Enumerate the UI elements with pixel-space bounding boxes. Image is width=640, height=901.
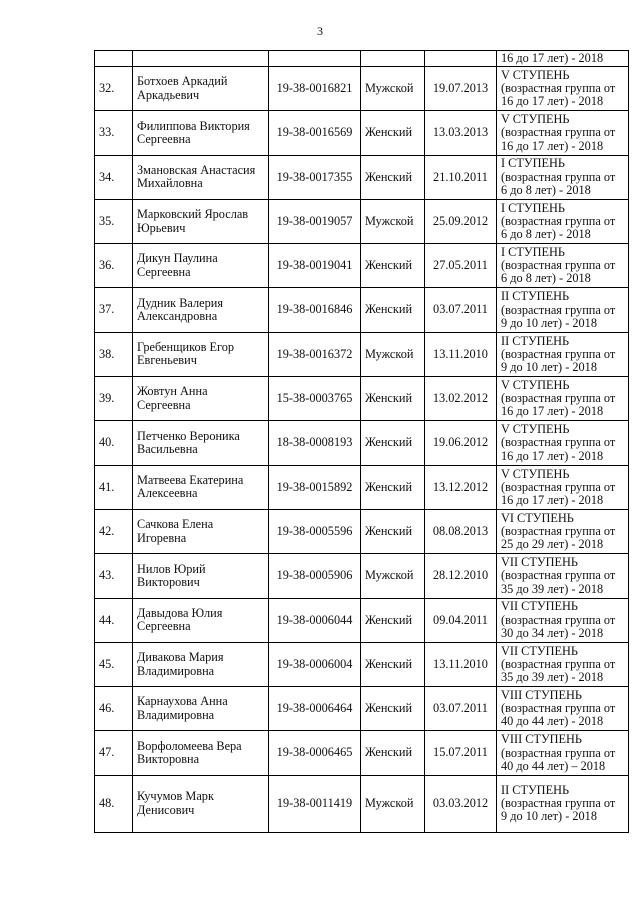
award-age-group: (возрастная группа от 6 до 8 лет) - 2018 [501,258,616,286]
award-age-group: (возрастная группа от 25 до 29 лет) - 2018 [501,524,616,552]
table-row [95,642,629,686]
date-cell: 13.02.2012 [425,377,497,421]
award-cell [497,332,629,376]
id-cell: 19-38-0015892 [269,465,361,509]
table-row [95,288,629,332]
id-cell: 19-38-0016821 [269,67,361,111]
award-age-group: (возрастная группа от 9 до 10 лет) - 2018 [501,346,616,375]
award-cell [497,509,629,553]
row-number-cell: 41. [95,465,133,509]
sex-cell: Мужской [361,199,425,243]
sex-cell: Женский [361,377,425,421]
id-cell: 19-38-0016372 [269,332,361,376]
row-number-cell: 43. [95,554,133,598]
date-cell: 13.11.2010 [425,642,497,686]
date-cell: 03.07.2011 [425,687,497,731]
id-cell: 19-38-0005596 [269,509,361,553]
name-cell: Дикун Паулина Сергеевна [133,244,269,288]
table-row [95,554,629,598]
table-row [95,111,629,155]
registry-table [94,50,629,833]
award-age-group: (возрастная группа от 30 до 34 лет) - 2018 [501,612,616,640]
table-row [95,332,629,376]
award-cell [497,288,629,332]
name-cell: Карнаухова Анна Владимировна [133,687,269,731]
row-number-cell: 34. [95,155,133,199]
award-level: II СТУПЕНЬ [501,782,570,797]
award-age-group: (возрастная группа от 35 до 39 лет) - 2018 [501,656,616,685]
sex-cell: Женский [361,288,425,332]
table-row [95,465,629,509]
date-cell: 15.07.2011 [425,731,497,775]
sex-cell: Женский [361,509,425,553]
name-cell: Нилов Юрий Викторович [133,554,269,598]
award-level: V СТУПЕНЬ [501,67,570,82]
empty-cell [269,51,361,67]
id-cell: 18-38-0008193 [269,421,361,465]
id-cell: 19-38-0006464 [269,687,361,731]
award-age-group: (возрастная группа от 9 до 10 лет) - 2018 [501,796,616,824]
id-cell: 19-38-0017355 [269,155,361,199]
award-level: VI СТУПЕНЬ [501,510,574,525]
award-cell [497,731,629,775]
award-cell [497,67,629,111]
award-level: V СТУПЕНЬ [501,422,570,437]
name-cell: Ботхоев Аркадий Аркадьевич [133,67,269,111]
award-age-group: (возрастная группа от 16 до 17 лет) - 2018 [501,479,616,507]
award-cell [497,244,629,288]
name-cell: Жовтун Анна Сергеевна [133,377,269,421]
award-age-group: (возрастная группа от 16 до 17 лет) - 2018 [501,81,616,109]
registry-table-body [95,51,629,833]
table-row [95,598,629,642]
date-cell: 13.03.2013 [425,111,497,155]
empty-cell [361,51,425,67]
table-row [95,731,629,775]
name-cell: Петченко Вероника Васильевна [133,421,269,465]
table-row [95,775,629,832]
award-age-group: (возрастная группа от 40 до 44 лет) – 2018 [501,745,616,773]
sex-cell: Женский [361,244,425,288]
award-cell [497,775,629,832]
id-cell: 19-38-0006004 [269,642,361,686]
date-cell: 09.04.2011 [425,598,497,642]
row-number-cell: 42. [95,509,133,553]
name-cell: Гребенщиков Егор Евгеньевич [133,332,269,376]
award-level: I СТУПЕНЬ [501,245,565,260]
award-level: II СТУПЕНЬ [501,289,570,304]
award-cell [497,199,629,243]
date-cell: 03.07.2011 [425,288,497,332]
sex-cell: Женский [361,687,425,731]
award-age-group: (возрастная группа от 16 до 17 лет) - 2018 [501,435,616,463]
sex-cell: Женский [361,598,425,642]
sex-cell: Мужской [361,775,425,832]
award-cell [497,598,629,642]
id-cell: 19-38-0005906 [269,554,361,598]
sex-cell: Мужской [361,332,425,376]
row-number-cell: 47. [95,731,133,775]
award-level: V СТУПЕНЬ [501,466,570,481]
award-level: VII СТУПЕНЬ [501,599,578,614]
row-number-cell: 45. [95,642,133,686]
row-number-cell: 40. [95,421,133,465]
row-number-cell: 38. [95,332,133,376]
table-row [95,155,629,199]
sex-cell: Женский [361,465,425,509]
award-level: VII СТУПЕНЬ [501,643,578,658]
row-number-cell: 44. [95,598,133,642]
table-row [95,421,629,465]
date-cell: 03.03.2012 [425,775,497,832]
sex-cell: Женский [361,421,425,465]
date-cell: 19.06.2012 [425,421,497,465]
empty-cell [95,51,133,67]
row-number-cell: 39. [95,377,133,421]
sex-cell: Мужской [361,67,425,111]
id-cell: 19-38-0019057 [269,199,361,243]
date-cell: 13.11.2010 [425,332,497,376]
award-cell [497,642,629,686]
date-cell: 25.09.2012 [425,199,497,243]
row-number-cell: 32. [95,67,133,111]
award-age-group: (возрастная группа от 16 до 17 лет) - 2018 [501,125,616,153]
award-age-group: (возрастная группа от 16 до 17 лет) - 2018 [501,391,616,419]
award-age-group: (возрастная группа от 9 до 10 лет) - 2018 [501,302,616,330]
name-cell: Давыдова Юлия Сергеевна [133,598,269,642]
continuation-row [95,51,629,67]
date-cell: 28.12.2010 [425,554,497,598]
award-level: I СТУПЕНЬ [501,200,565,215]
date-cell: 21.10.2011 [425,155,497,199]
award-age-group: (возрастная группа от 6 до 8 лет) - 2018 [501,169,616,197]
id-cell: 19-38-0006044 [269,598,361,642]
table-row [95,509,629,553]
empty-cell [133,51,269,67]
name-cell: Сачкова Елена Игоревна [133,509,269,553]
award-level: V СТУПЕНЬ [501,377,570,392]
award-level: VIII СТУПЕНЬ [501,688,582,702]
award-level: II СТУПЕНЬ [501,333,570,348]
row-number-cell: 35. [95,199,133,243]
row-number-cell: 36. [95,244,133,288]
name-cell: Дивакова Мария Владимировна [133,642,269,686]
id-cell: 19-38-0016846 [269,288,361,332]
id-cell: 15-38-0003765 [269,377,361,421]
award-cell [497,421,629,465]
table-row [95,377,629,421]
row-number-cell: 33. [95,111,133,155]
sex-cell: Женский [361,111,425,155]
table-row [95,67,629,111]
empty-cell [425,51,497,67]
sex-cell: Мужской [361,554,425,598]
table-row [95,199,629,243]
award-level: VII СТУПЕНЬ [501,555,578,570]
row-number-cell: 46. [95,687,133,731]
name-cell: Матвеева Екатерина Алексеевна [133,465,269,509]
date-cell: 13.12.2012 [425,465,497,509]
award-level: VIII СТУПЕНЬ [501,732,582,747]
date-cell: 19.07.2013 [425,67,497,111]
award-age-group: (возрастная группа от 40 до 44 лет) - 2018 [501,701,616,729]
name-cell: Марковский Ярослав Юрьевич [133,199,269,243]
award-level: I СТУПЕНЬ [501,156,565,171]
table-row [95,687,629,731]
table-row [95,244,629,288]
sex-cell: Женский [361,155,425,199]
id-cell: 19-38-0006465 [269,731,361,775]
id-cell: 19-38-0016569 [269,111,361,155]
award-cell [497,377,629,421]
page-number: 3 [317,24,323,38]
row-number-cell: 37. [95,288,133,332]
name-cell: Филиппова Виктория Сергеевна [133,111,269,155]
name-cell: Дудник Валерия Александровна [133,288,269,332]
award-level: V СТУПЕНЬ [501,112,570,127]
award-cell [497,111,629,155]
name-cell: Ворфоломеева Вера Викторовна [133,731,269,775]
award-cell [497,554,629,598]
row-number-cell: 48. [95,775,133,832]
sex-cell: Женский [361,642,425,686]
award-cell-continuation: 16 до 17 лет) - 2018 [497,51,629,67]
award-cell [497,687,629,731]
date-cell: 08.08.2013 [425,509,497,553]
award-cell [497,465,629,509]
id-cell: 19-38-0011419 [269,775,361,832]
id-cell: 19-38-0019041 [269,244,361,288]
award-age-group: (возрастная группа от 6 до 8 лет) - 2018 [501,213,616,242]
date-cell: 27.05.2011 [425,244,497,288]
sex-cell: Женский [361,731,425,775]
award-age-group: (возрастная группа от 35 до 39 лет) - 2018 [501,568,616,596]
name-cell: Кучумов Марк Денисович [133,775,269,832]
name-cell: Змановская Анастасия Михайловна [133,155,269,199]
award-cell [497,155,629,199]
